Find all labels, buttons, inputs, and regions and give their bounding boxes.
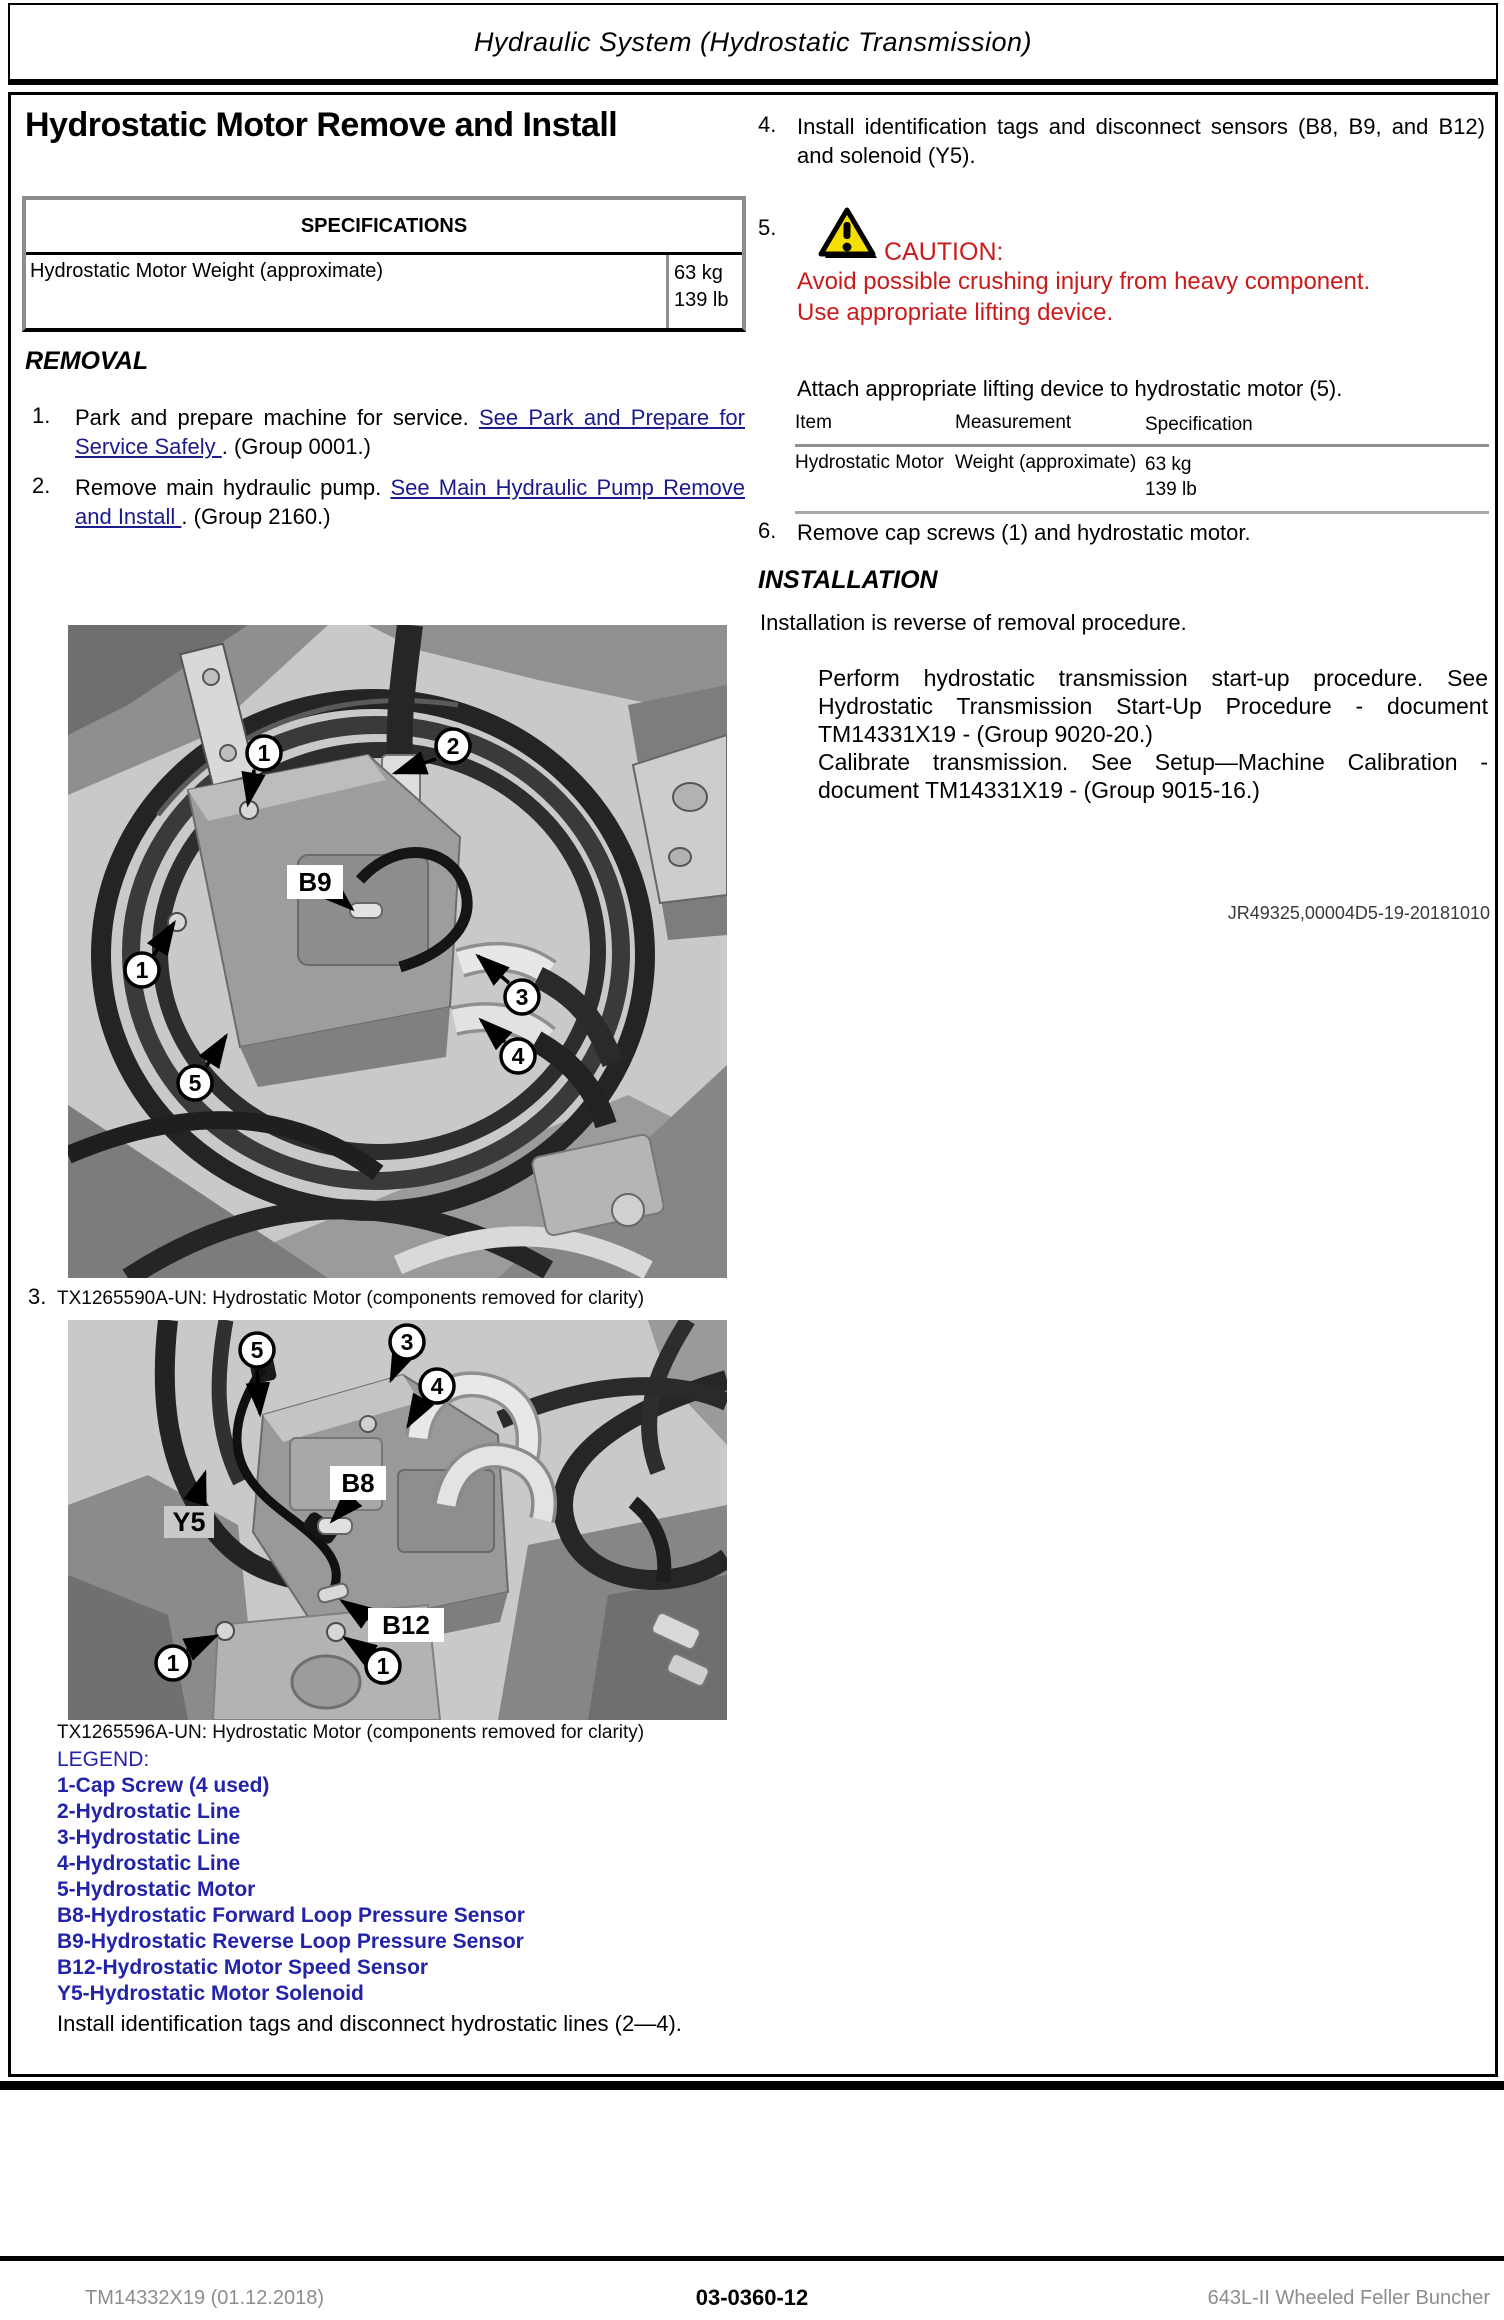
figure2-illustration (68, 1320, 727, 1720)
column-header-measurement: Measurement (955, 412, 1072, 433)
legend-title: LEGEND: (57, 1748, 150, 1771)
svg-text:B9: B9 (298, 867, 332, 897)
figure-hydrostatic-motor-1 (68, 625, 727, 1278)
step-4-text: Install identification tags and disconnect sensors (B8, B9, and B12) and solenoid (Y5). (797, 114, 1485, 168)
callout-b9 (287, 865, 343, 899)
callout-3 (505, 980, 539, 1014)
legend-item: B8-Hydrostatic Forward Loop Pressure Sensor (57, 1904, 525, 1927)
svg-text:4: 4 (511, 1043, 525, 1069)
column-header-specification: Specification (1145, 414, 1253, 435)
figure-hydrostatic-motor-2 (68, 1320, 727, 1720)
spec-imperial: 139 lb (1145, 479, 1197, 500)
callout-1-right (366, 1649, 400, 1683)
caution-triangle-icon (818, 207, 878, 266)
table-row (26, 255, 742, 328)
footer-machine-model: 643L-II Wheeled Feller Buncher (1207, 2287, 1490, 2309)
step-1-text (75, 403, 745, 461)
svg-text:B8: B8 (341, 1468, 375, 1498)
svg-text:B12: B12 (382, 1610, 430, 1640)
callout-4 (501, 1039, 535, 1073)
installation-heading: INSTALLATION (758, 566, 938, 594)
section-divider-bar (0, 2081, 1504, 2090)
footer-rule (0, 2256, 1504, 2261)
legend (57, 1746, 743, 2007)
specifications-table (22, 196, 746, 332)
cell-specification (1145, 452, 1489, 502)
legend-item: Y5-Hydrostatic Motor Solenoid (57, 1982, 364, 2005)
removal-heading: REMOVAL (25, 347, 149, 375)
svg-text:1: 1 (166, 1650, 180, 1676)
spec-row-value (666, 255, 742, 328)
svg-text:2: 2 (446, 733, 460, 759)
link-park-prepare[interactable]: See Park and Prepare for Service Safely (75, 405, 745, 459)
attach-instruction: Attach appropriate lifting device to hydrostatic motor (5). (797, 376, 1343, 401)
step-number: 3. (28, 1284, 47, 1309)
legend-item: 2-Hydrostatic Line (57, 1800, 241, 1823)
callout-b12 (368, 1608, 444, 1642)
page-title: Hydrostatic Motor Remove and Install (25, 106, 618, 144)
footer-page-number: 03-0360-12 (695, 2285, 809, 2310)
legend-item: B12-Hydrostatic Motor Speed Sensor (57, 1956, 429, 1979)
svg-text:4: 4 (430, 1373, 444, 1399)
caution-text (797, 266, 1491, 328)
callout-5 (178, 1066, 212, 1100)
step-6-text: Remove cap screws (1) and hydrostatic motor. (797, 520, 1251, 545)
svg-text:5: 5 (188, 1070, 202, 1096)
footer-manual-number: TM14332X19 (01.12.2018) (85, 2287, 325, 2309)
callout-5 (240, 1333, 274, 1367)
legend-item: 3-Hydrostatic Line (57, 1826, 241, 1849)
figure1-illustration (68, 625, 727, 1278)
chapter-title: Hydraulic System (Hydrostatic Transmission) (473, 26, 1033, 57)
svg-text:1: 1 (135, 957, 149, 983)
callout-1-left (156, 1646, 190, 1680)
callout-3 (390, 1325, 424, 1359)
step-number: 6. (758, 518, 777, 543)
callout-1-left (125, 953, 159, 987)
measurement-table (795, 412, 1489, 514)
step-2-pre: Remove main hydraulic pump. (75, 475, 391, 500)
callout-b8 (330, 1466, 386, 1500)
spec-value-metric: 63 kg (674, 262, 723, 284)
svg-text:1: 1 (376, 1653, 390, 1679)
spec-value-imperial: 139 lb (674, 289, 729, 311)
callout-4 (420, 1369, 454, 1403)
step-1-pre: Park and prepare machine for service. (75, 405, 479, 430)
step-number: 2. (32, 473, 51, 498)
legend-note: Install identification tags and disconnect hydrostatic lines (2—4). (57, 2011, 682, 2036)
callout-2 (436, 729, 470, 763)
caution-line-1: Avoid possible crushing injury from heavy component. (797, 268, 1371, 295)
table-row (795, 447, 1489, 514)
installation-para-calibrate: Calibrate transmission. See Setup—Machine Calibration - document TM14331X19 - (Group 9015-16.) (818, 749, 1488, 803)
svg-text:1: 1 (257, 740, 271, 766)
callout-y5 (164, 1506, 214, 1538)
legend-item: 1-Cap Screw (4 used) (57, 1774, 270, 1797)
step-number: 5. (758, 215, 777, 240)
cell-measurement: Weight (approximate) (955, 452, 1137, 473)
table-header-row (795, 412, 1489, 447)
legend-item: 4-Hydrostatic Line (57, 1852, 241, 1875)
spec-row-label: Hydrostatic Motor Weight (approximate) (30, 260, 384, 282)
caution-label: CAUTION: (884, 238, 1004, 266)
installation-intro: Installation is reverse of removal procedure. (760, 610, 1187, 635)
legend-item: 5-Hydrostatic Motor (57, 1878, 256, 1901)
spec-metric: 63 kg (1145, 454, 1192, 475)
column-header-item: Item (795, 412, 832, 433)
step-1-post: . (Group 0001.) (221, 434, 371, 459)
callout-1-top (247, 736, 281, 770)
svg-text:3: 3 (515, 984, 529, 1010)
document-reference-code: JR49325,00004D5-19-20181010 (1227, 903, 1490, 923)
running-header (8, 3, 1498, 85)
specifications-table-title: SPECIFICATIONS (26, 200, 742, 255)
cell-item: Hydrostatic Motor (795, 452, 944, 473)
step-2-post: . (Group 2160.) (181, 504, 331, 529)
legend-item: B9-Hydrostatic Reverse Loop Pressure Sensor (57, 1930, 524, 1953)
step-number: 4. (758, 112, 777, 137)
step-2-text (75, 473, 745, 531)
caution-line-2: Use appropriate lifting device. (797, 299, 1114, 326)
svg-text:Y5: Y5 (172, 1507, 206, 1537)
link-main-hydraulic-pump[interactable]: See Main Hydraulic Pump Remove and Install (75, 475, 745, 529)
figure1-caption: TX1265590A-UN: Hydrostatic Motor (components removed for clarity) (57, 1288, 645, 1309)
installation-notes (818, 664, 1488, 804)
installation-para-startup: Perform hydrostatic transmission start-up procedure. See Hydrostatic Transmission Start-Up Procedure - document TM14331X19 - (Group 9020-20.) (818, 665, 1488, 747)
step-number: 1. (32, 403, 51, 428)
svg-text:3: 3 (400, 1329, 414, 1355)
figure2-caption: TX1265596A-UN: Hydrostatic Motor (components removed for clarity) (57, 1722, 645, 1743)
svg-text:5: 5 (250, 1337, 264, 1363)
